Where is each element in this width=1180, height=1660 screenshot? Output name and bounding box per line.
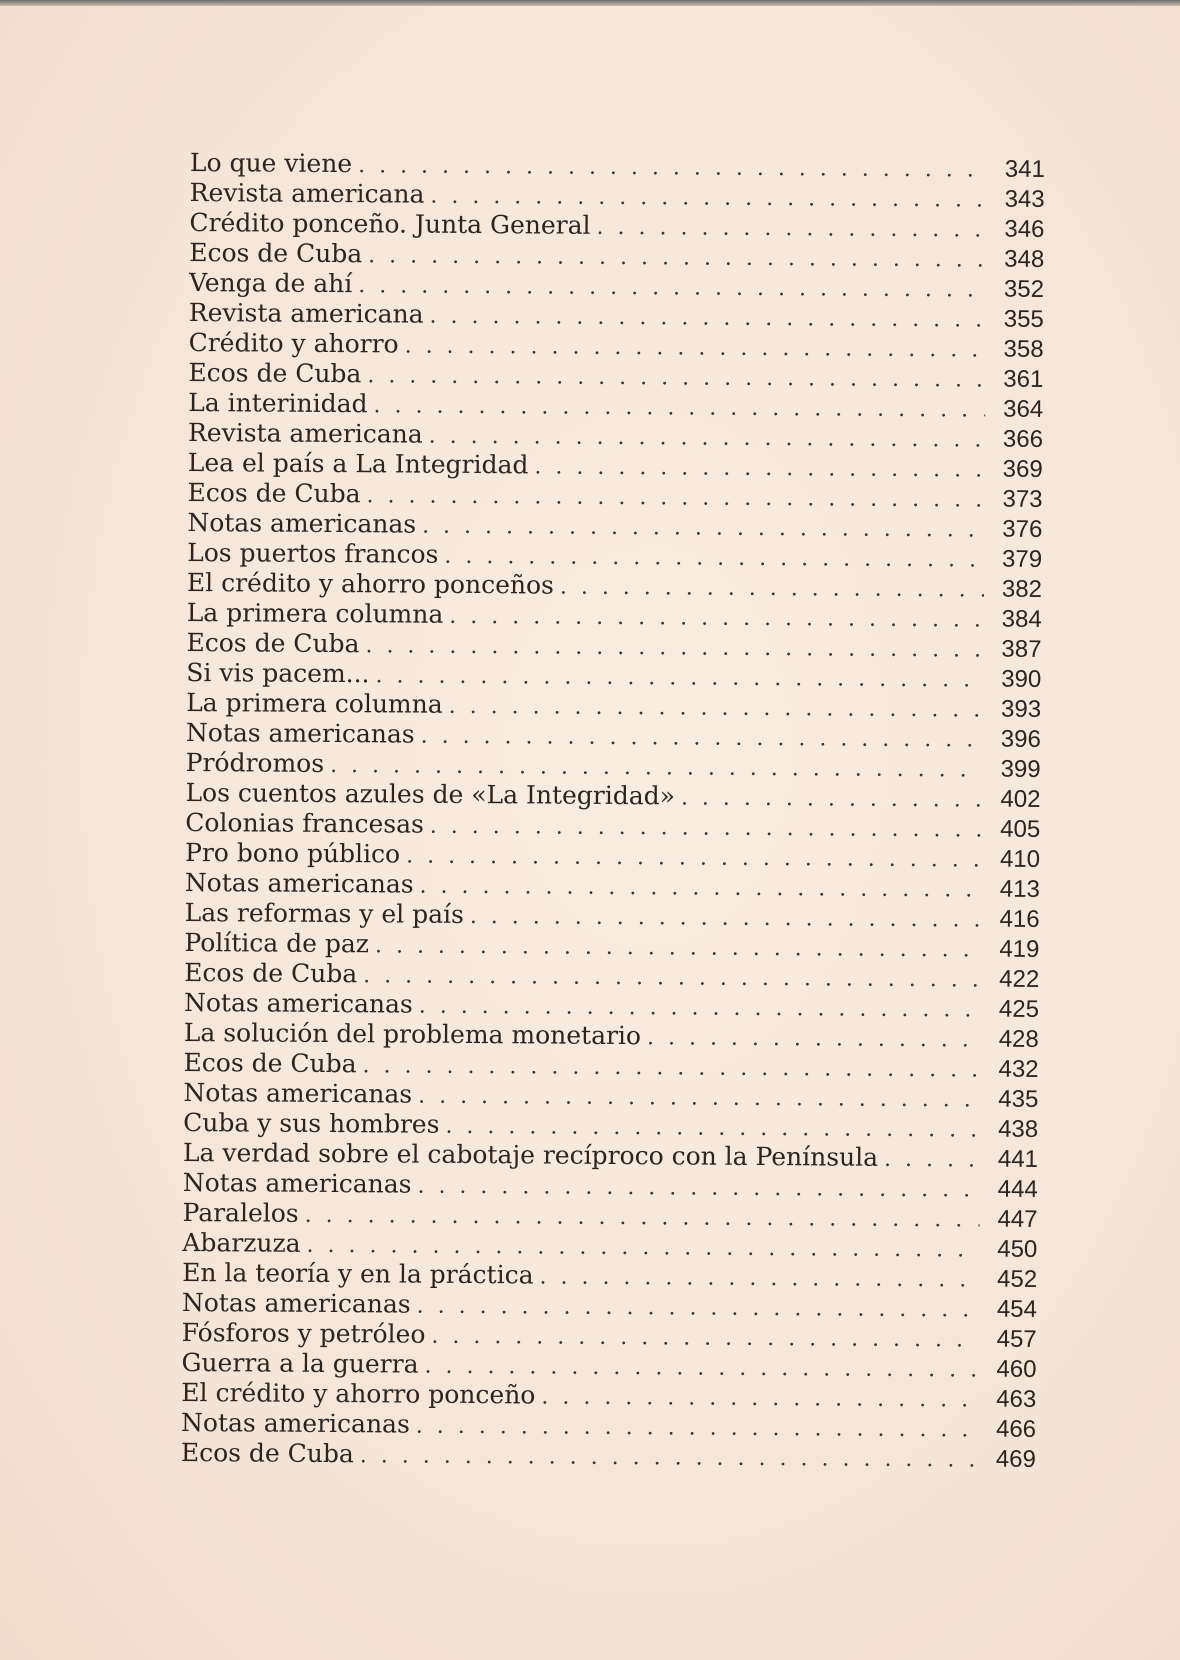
toc-entry-page-number: 438 [998, 1115, 1039, 1143]
toc-entry-title: Ecos de Cuba [188, 357, 362, 389]
toc-entry-title: Ecos de Cuba [186, 627, 360, 659]
toc-entry-title: Colonias francesas [185, 807, 424, 839]
toc-dot-leader [470, 902, 982, 936]
toc-entry-title: Fósforos y petróleo [181, 1317, 426, 1349]
toc-entry-page-number: 346 [1004, 215, 1045, 243]
toc-dot-leader [449, 692, 984, 726]
toc-entry-title: Ecos de Cuba [187, 477, 361, 509]
toc-entry-page-number: 460 [996, 1355, 1037, 1383]
toc-dot-leader [596, 213, 986, 246]
toc-entry-title: El crédito y ahorro ponceño [181, 1377, 536, 1410]
toc-entry-page-number: 447 [997, 1205, 1038, 1233]
toc-entry-title: Revista americana [187, 417, 423, 449]
toc-entry-page-number: 432 [998, 1055, 1039, 1083]
toc-entry-page-number: 452 [996, 1265, 1038, 1293]
toc-entry-title: Crédito ponceño. Junta General [189, 207, 591, 240]
toc-dot-leader [368, 241, 986, 275]
toc-entry-page-number: 425 [998, 995, 1040, 1023]
toc-dot-leader [366, 481, 984, 515]
toc-entry-page-number: 419 [999, 935, 1040, 963]
toc-entry-title: Lo que viene [189, 148, 353, 179]
toc-dot-leader [365, 631, 983, 665]
toc-entry-title: Notas americanas [185, 717, 415, 749]
toc-entry-title: Ecos de Cuba [184, 957, 358, 989]
toc-entry-title: La solución del problema monetario [183, 1017, 642, 1051]
toc-entry-title: Revista americana [188, 297, 424, 329]
toc-entry-title: Notas americanas [181, 1407, 410, 1439]
toc-entry-page-number: 416 [999, 905, 1040, 933]
toc-entry-title: Política de paz [184, 927, 370, 959]
toc-dot-leader [375, 661, 983, 695]
toc-entry-page-number: 450 [997, 1235, 1038, 1263]
toc-entry-title: Notas americanas [183, 987, 413, 1019]
toc-entry-page-number: 364 [1003, 395, 1044, 423]
toc-dot-leader [305, 1201, 980, 1236]
toc-entry-title: La interinidad [188, 387, 368, 419]
toc-entry-title: Notas americanas [184, 867, 414, 899]
toc-dot-leader [430, 812, 983, 846]
toc-dot-leader [681, 783, 983, 815]
toc-entry-title: Notas americanas [182, 1167, 412, 1199]
page-top-edge [0, 0, 1180, 6]
toc-entry-page-number: 382 [1001, 575, 1043, 603]
toc-entry-title: Ecos de Cuba [189, 237, 363, 269]
toc-entry-title: Abarzuza [182, 1227, 301, 1258]
toc-dot-leader [449, 602, 984, 636]
toc-dot-leader [419, 872, 981, 906]
toc-dot-leader [362, 1051, 980, 1085]
toc-entry-title: En la teoría y en la práctica [182, 1257, 534, 1290]
toc-dot-leader [363, 961, 981, 995]
toc-entry-title: Notas americanas [187, 507, 417, 539]
toc-entry-page-number: 387 [1001, 635, 1042, 663]
toc-entry-title: Lea el país a La Integridad [187, 447, 529, 480]
toc-entry-title: Revista americana [189, 177, 425, 209]
toc-dot-leader [375, 931, 982, 965]
toc-entry-page-number: 435 [998, 1085, 1039, 1113]
toc-dot-leader [417, 1292, 979, 1326]
toc-dot-leader [373, 391, 985, 425]
toc-entry-page-number: 405 [1000, 815, 1041, 843]
toc-entry-page-number: 373 [1002, 485, 1043, 513]
toc-entry-page-number: 369 [1002, 455, 1043, 483]
toc-dot-leader [360, 1441, 978, 1475]
toc-entry-page-number: 422 [999, 965, 1040, 993]
toc-entry-title: Las reformas y el país [184, 897, 464, 929]
toc-entry-title: Notas americanas [183, 1077, 413, 1109]
toc-entry-page-number: 463 [996, 1385, 1037, 1413]
toc-entry-title: Los puertos francos [187, 537, 439, 569]
toc-entry-title: Guerra a la guerra [181, 1347, 419, 1379]
toc-dot-leader [431, 1322, 978, 1356]
toc-entry-page-number: 444 [997, 1175, 1038, 1203]
toc-entry-page-number: 399 [1000, 755, 1041, 783]
toc-entry-page-number: 457 [996, 1325, 1037, 1353]
toc-dot-leader [647, 1023, 981, 1055]
toc-entry-page-number: 358 [1003, 335, 1044, 363]
toc-entry-page-number: 341 [1004, 155, 1045, 183]
toc-dot-leader [560, 573, 984, 606]
toc-entry-title: Pro bono público [184, 837, 401, 869]
toc-entry-title: Ecos de Cuba [180, 1437, 354, 1469]
toc-entry-page-number: 441 [997, 1145, 1039, 1173]
toc-entry-page-number: 413 [999, 875, 1040, 903]
toc-dot-leader [417, 1172, 979, 1206]
toc-dot-leader [358, 151, 987, 185]
toc-dot-leader [541, 1382, 978, 1415]
toc-entry-page-number: 352 [1003, 275, 1045, 303]
toc-entry-page-number: 454 [996, 1295, 1038, 1323]
toc-entry-page-number: 390 [1001, 665, 1042, 693]
toc-entry-title: Notas americanas [181, 1287, 411, 1319]
toc-entry-title: Venga de ahí [188, 267, 353, 299]
toc-entry-page-number: 466 [995, 1415, 1037, 1443]
toc-dot-leader [539, 1262, 979, 1295]
table-of-contents [181, 148, 1045, 1474]
toc-entry-title: Crédito y ahorro [188, 327, 399, 359]
toc-dot-leader [422, 512, 984, 546]
toc-entry-page-number: 366 [1002, 425, 1044, 453]
toc-entry-page-number: 410 [999, 845, 1041, 873]
toc-entry-page-number: 361 [1003, 365, 1044, 393]
toc-dot-leader [367, 361, 985, 395]
toc-entry-page-number: 348 [1004, 245, 1045, 273]
toc-entry-title: La primera columna [186, 597, 444, 629]
toc-entry-title: Si vis pacem... [186, 657, 370, 689]
toc-entry-page-number: 343 [1004, 185, 1045, 213]
toc-entry-title: Ecos de Cuba [183, 1047, 357, 1079]
toc-entry-page-number: 469 [995, 1445, 1036, 1473]
toc-entry-page-number: 396 [1000, 725, 1041, 753]
toc-entry-title: Pródromos [185, 747, 325, 778]
toc-dot-leader [418, 1082, 980, 1116]
toc-dot-leader [406, 842, 982, 876]
toc-dot-leader [358, 271, 986, 305]
toc-dot-leader [421, 722, 983, 756]
toc-entry-title: La verdad sobre el cabotaje recíproco con la Península [182, 1137, 879, 1172]
toc-dot-leader [429, 302, 985, 336]
toc-entry-page-number: 393 [1000, 695, 1042, 723]
toc-entry-page-number: 384 [1001, 605, 1042, 633]
toc-entry-title: Los cuentos azules de «La Integridad» [185, 777, 676, 811]
toc-entry-title: La primera columna [186, 687, 443, 719]
toc-dot-leader [884, 1145, 980, 1176]
toc-entry-title: El crédito y ahorro ponceños [186, 567, 555, 600]
toc-entry-title: Paralelos [182, 1197, 299, 1228]
toc-entry-title: Cuba y sus hombres [183, 1107, 440, 1139]
toc-dot-leader [405, 332, 986, 366]
toc-entry-page-number: 428 [998, 1025, 1039, 1053]
toc-entry-page-number: 376 [1002, 515, 1043, 543]
toc-entry-page-number: 355 [1003, 305, 1044, 333]
toc-entry-page-number: 379 [1002, 545, 1043, 573]
toc-dot-leader [534, 452, 985, 485]
toc-dot-leader [416, 1412, 978, 1446]
toc-entry-page-number: 402 [1000, 785, 1041, 813]
